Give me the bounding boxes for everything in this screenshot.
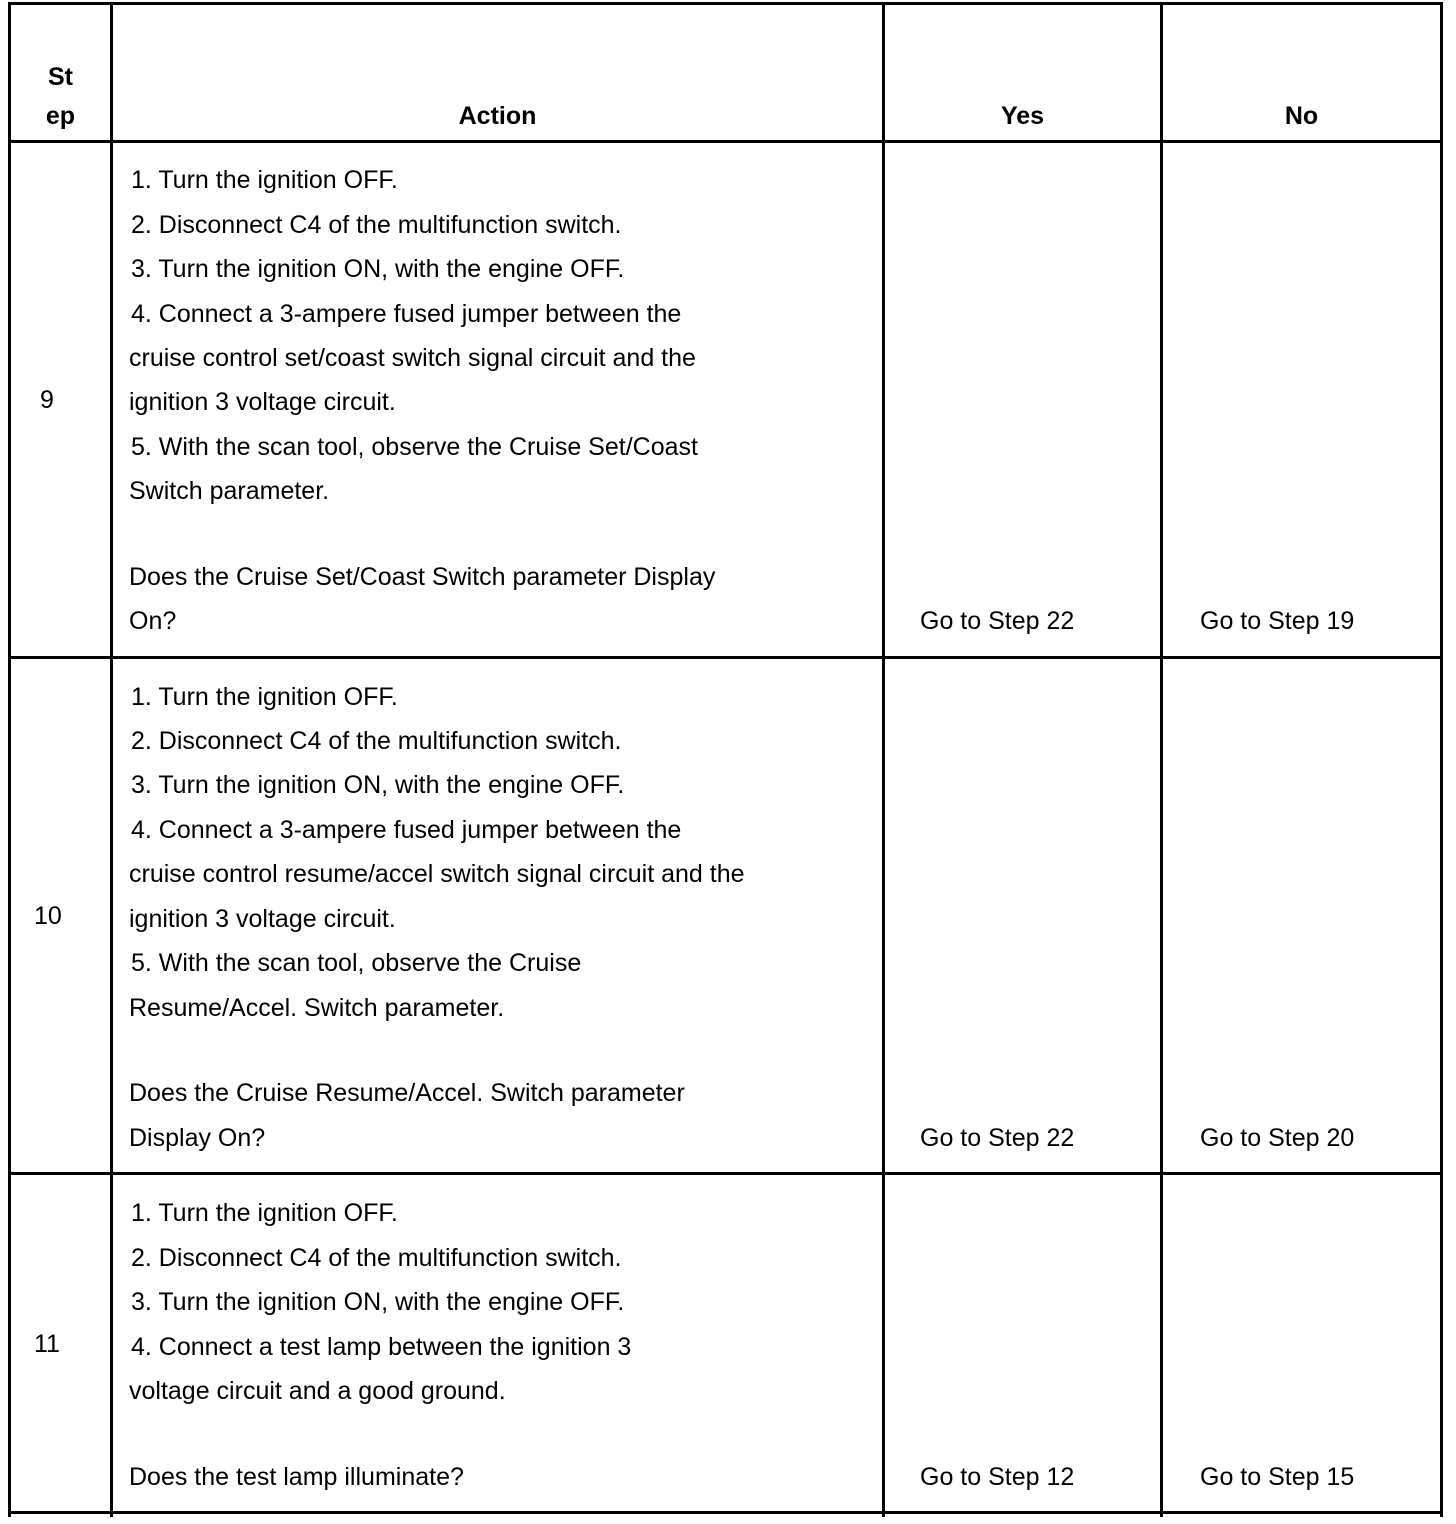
question-line: Does the Cruise Resume/Accel. Switch parameter [129, 1079, 685, 1107]
action-line: 1. Turn the ignition OFF. [131, 166, 398, 194]
action-line: 3. Turn the ignition ON, with the engine OFF. [131, 771, 625, 799]
yes-result: Go to Step 22 [920, 1124, 1075, 1152]
action-line: 4. Connect a 3-ampere fused jumper between the [131, 300, 682, 328]
step-number: 10 [34, 902, 62, 930]
column-divider-action-yes [882, 2, 885, 1517]
step-number: 9 [40, 386, 54, 414]
header-divider [8, 140, 1443, 143]
table-border-left [8, 2, 11, 1517]
action-line: cruise control resume/accel switch signal circuit and the [129, 860, 745, 888]
header-no: No [1284, 102, 1319, 130]
no-result: Go to Step 15 [1200, 1463, 1355, 1491]
action-line: 2. Disconnect C4 of the multifunction switch. [131, 1244, 622, 1272]
header-yes: Yes [1000, 102, 1045, 130]
action-line: Switch parameter. [129, 477, 330, 505]
header-step-line2: ep [45, 102, 76, 130]
table-border-bottom [8, 1511, 1443, 1514]
action-line: 1. Turn the ignition OFF. [131, 683, 398, 711]
action-line: 3. Turn the ignition ON, with the engine OFF. [131, 1288, 625, 1316]
action-line: 5. With the scan tool, observe the Cruise Set/Coast [131, 433, 698, 461]
no-result: Go to Step 19 [1200, 607, 1355, 635]
header-step-line1: St [48, 63, 73, 91]
yes-result: Go to Step 22 [920, 607, 1075, 635]
question-line: Does the Cruise Set/Coast Switch parameter Display [129, 563, 716, 591]
row-divider-9-10 [8, 656, 1443, 659]
action-line: 1. Turn the ignition OFF. [131, 1199, 398, 1227]
step-number: 11 [34, 1330, 60, 1358]
action-line: ignition 3 voltage circuit. [129, 905, 396, 933]
table-border-top [8, 2, 1443, 5]
action-line: 4. Connect a 3-ampere fused jumper between the [131, 816, 682, 844]
action-line: 5. With the scan tool, observe the Cruise [131, 949, 582, 977]
question-line: On? [129, 607, 177, 635]
action-line: 3. Turn the ignition ON, with the engine OFF. [131, 255, 625, 283]
action-line: ignition 3 voltage circuit. [129, 388, 396, 416]
row-divider-10-11 [8, 1172, 1443, 1175]
action-line: Resume/Accel. Switch parameter. [129, 994, 505, 1022]
question-line: Display On? [129, 1124, 266, 1152]
action-line: cruise control set/coast switch signal circuit and the [129, 344, 696, 372]
table-border-right [1440, 2, 1443, 1517]
no-result: Go to Step 20 [1200, 1124, 1355, 1152]
action-line: 2. Disconnect C4 of the multifunction switch. [131, 211, 622, 239]
action-line: 4. Connect a test lamp between the ignition 3 [131, 1333, 632, 1361]
action-line: 2. Disconnect C4 of the multifunction switch. [131, 727, 622, 755]
yes-result: Go to Step 12 [920, 1463, 1075, 1491]
action-line: voltage circuit and a good ground. [129, 1377, 506, 1405]
question-line: Does the test lamp illuminate? [129, 1463, 464, 1491]
column-divider-step-action [110, 2, 113, 1517]
column-divider-yes-no [1160, 2, 1163, 1517]
header-action: Action [458, 102, 537, 130]
